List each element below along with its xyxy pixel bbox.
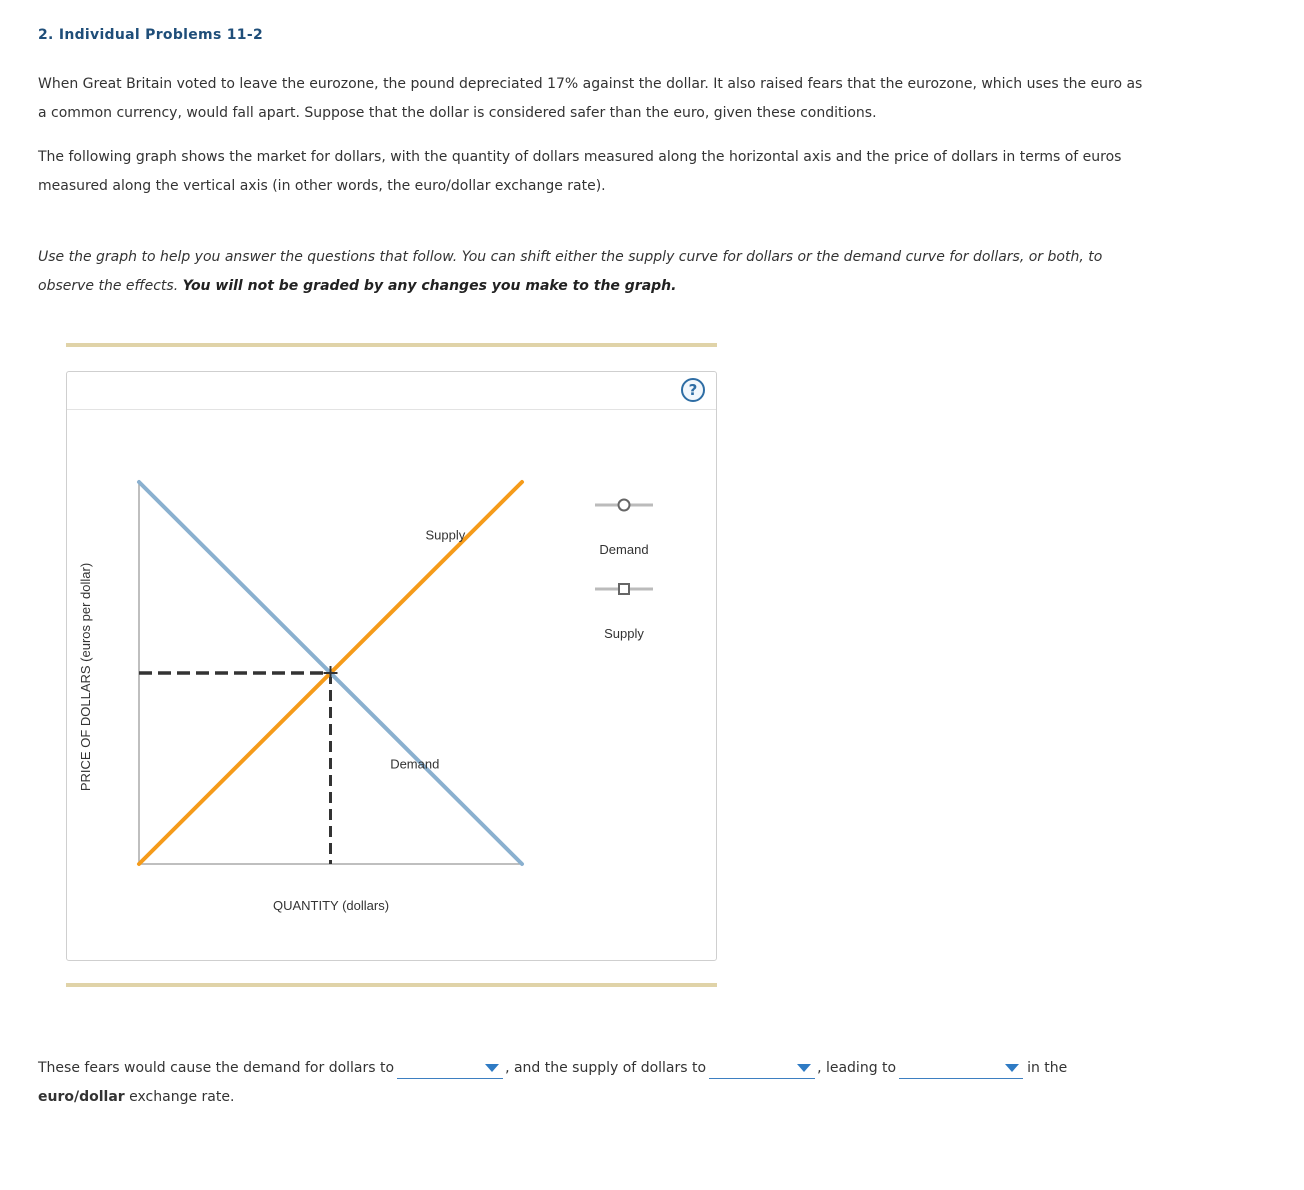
x-axis-label: QUANTITY (dollars) [272, 898, 390, 913]
graph-description-paragraph: The following graph shows the market for dollars, with the quantity of dollars measured along the horizontal axis and the price of dollars in terms of euros measured along the vertical axis (in other words, the euro/dollar exchange rate). [38, 149, 1122, 194]
graph-bottom-rule [66, 983, 717, 987]
question-bold-term: euro/dollar [38, 1089, 125, 1105]
legend-supply-label: Supply [604, 626, 644, 641]
question-sentence [38, 1054, 1158, 1112]
supply-curve-label: Supply [425, 527, 466, 543]
exchange-rate-change-dropdown[interactable] [899, 1058, 1023, 1079]
problem-title: 2. Individual Problems 11-2 [38, 27, 263, 43]
graph-top-rule [66, 343, 717, 347]
question-text-4: in the [1027, 1060, 1068, 1076]
legend-demand-label: Demand [599, 542, 649, 557]
y-axis-label: PRICE OF DOLLARS (euros per dollar) [78, 562, 93, 792]
demand-change-dropdown[interactable] [397, 1058, 503, 1079]
intro-paragraph: When Great Britain voted to leave the eurozone, the pound depreciated 17% against the dollar. It also raised fears that the eurozone, which uses the euro as a common currency, would fall apart. Suppose that the dollar is considered safer than the euro, given these conditions. [38, 76, 1143, 121]
dropdown-caret-icon [485, 1064, 499, 1072]
demand-curve-label: Demand [390, 756, 440, 772]
question-text-1: These fears would cause the demand for dollars to [38, 1060, 395, 1076]
help-button[interactable]: ? [681, 378, 705, 402]
legend-supply-tool[interactable] [595, 584, 653, 641]
instructions-paragraph [38, 243, 1148, 301]
question-text-3: , leading to [817, 1060, 897, 1076]
graph-panel [66, 371, 717, 961]
grading-note: You will not be graded by any changes you make to the graph. [182, 278, 677, 294]
dropdown-caret-icon [1005, 1064, 1019, 1072]
legend-demand-tool[interactable] [595, 500, 653, 558]
instructions-text: Use the graph to help you answer the questions that follow. You can shift either the supply curve for dollars or the demand curve for dollars, or both, to observe the effects. [38, 249, 1103, 294]
supply-change-dropdown[interactable] [709, 1058, 815, 1079]
dropdown-caret-icon [797, 1064, 811, 1072]
legend-demand-marker[interactable] [619, 500, 630, 511]
question-text-2: , and the supply of dollars to [505, 1060, 707, 1076]
question-text-5: exchange rate. [129, 1089, 235, 1105]
market-for-dollars-chart [67, 372, 716, 960]
legend-supply-marker[interactable] [619, 584, 629, 594]
